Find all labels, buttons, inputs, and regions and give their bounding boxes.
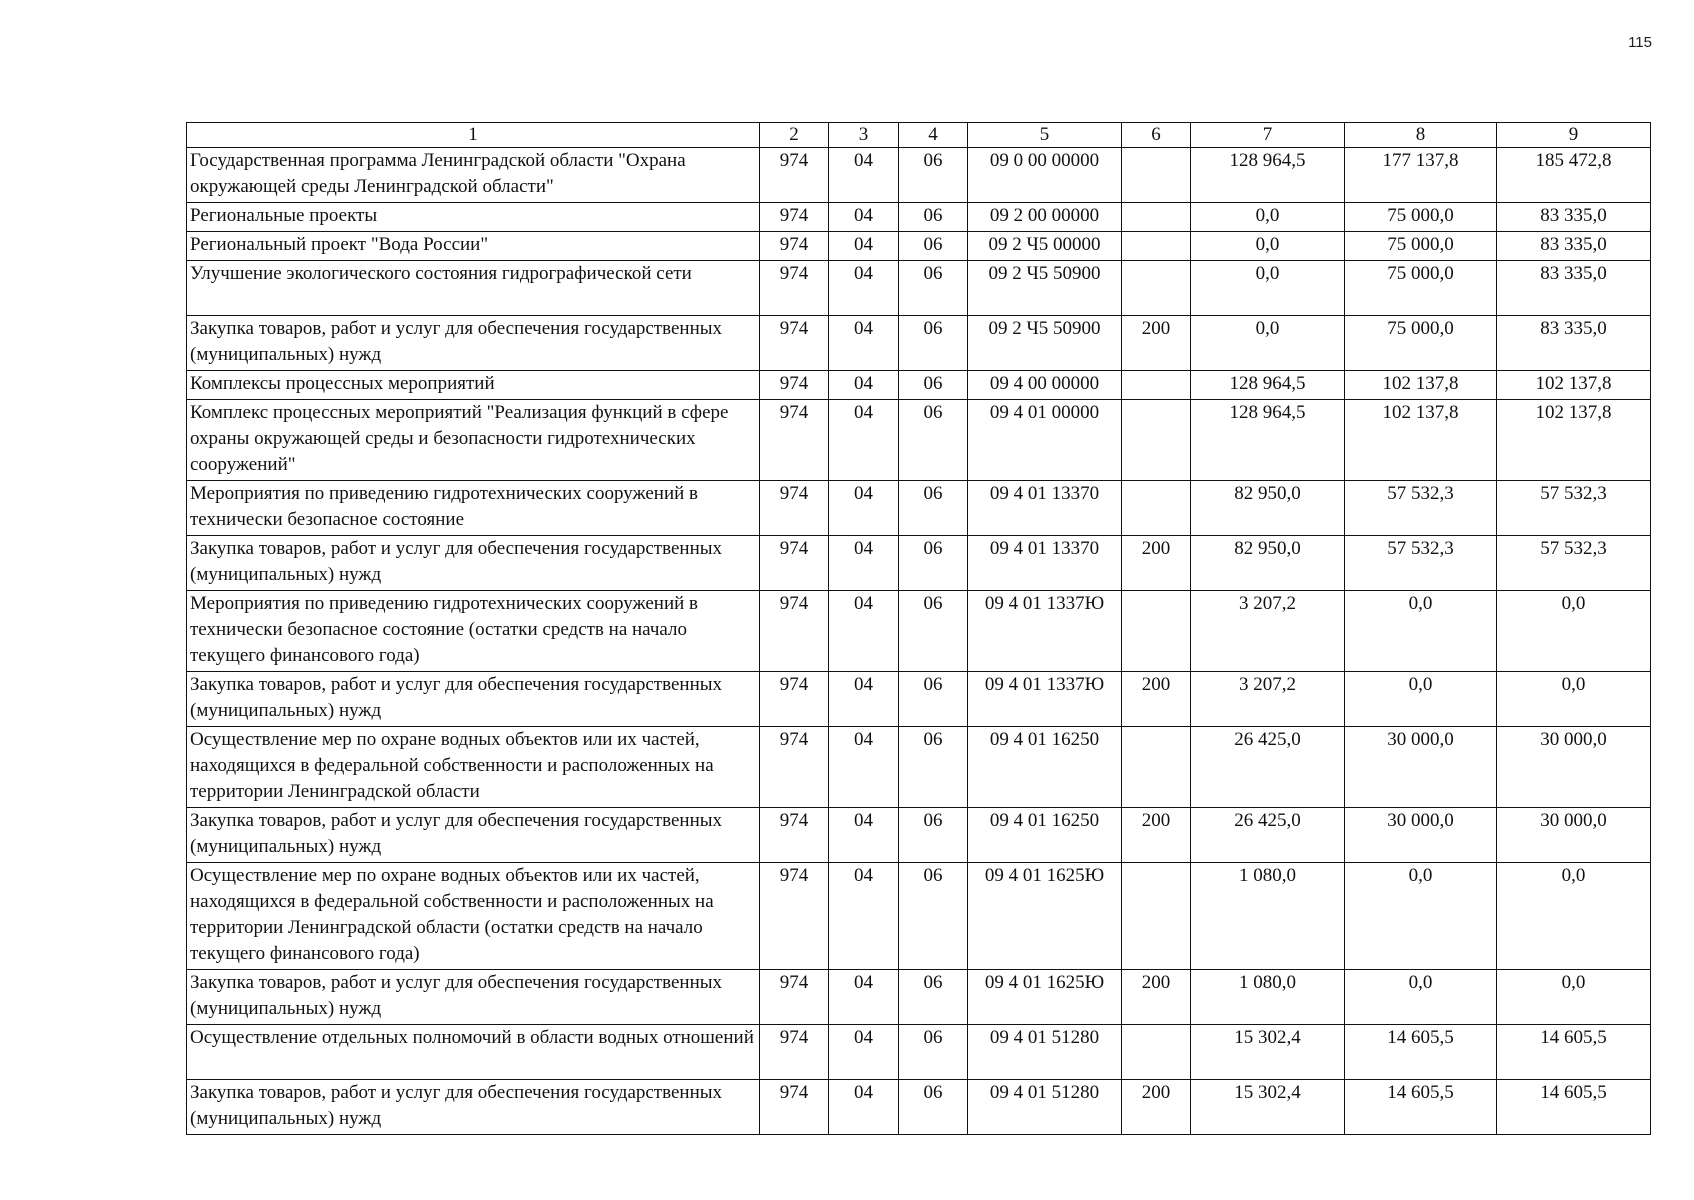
cell-expense-type: 200 <box>1122 672 1191 727</box>
cell-amount-col9: 30 000,0 <box>1497 808 1651 863</box>
cell-section: 04 <box>829 261 899 316</box>
cell-amount-col9: 0,0 <box>1497 970 1651 1025</box>
cell-target-article: 09 2 00 00000 <box>968 203 1122 232</box>
cell-name: Региональный проект "Вода России" <box>187 232 760 261</box>
cell-target-article: 09 4 01 13370 <box>968 536 1122 591</box>
cell-admin-code: 974 <box>760 808 829 863</box>
cell-amount-col9: 57 532,3 <box>1497 536 1651 591</box>
cell-subsection: 06 <box>899 148 968 203</box>
cell-amount-col7: 3 207,2 <box>1191 591 1345 672</box>
cell-target-article: 09 4 01 1625Ю <box>968 970 1122 1025</box>
cell-target-article: 09 4 01 13370 <box>968 481 1122 536</box>
table-row <box>187 203 1651 232</box>
cell-amount-col9: 0,0 <box>1497 591 1651 672</box>
cell-target-article: 09 4 01 51280 <box>968 1080 1122 1135</box>
cell-name: Закупка товаров, работ и услуг для обеспечения государственных (муниципальных) нужд <box>187 672 760 727</box>
header-row <box>187 123 1651 148</box>
table-row <box>187 232 1651 261</box>
cell-name: Закупка товаров, работ и услуг для обеспечения государственных (муниципальных) нужд <box>187 970 760 1025</box>
cell-target-article: 09 4 01 1625Ю <box>968 863 1122 970</box>
cell-amount-col7: 26 425,0 <box>1191 727 1345 808</box>
column-header-1: 1 <box>187 123 760 148</box>
cell-name: Региональные проекты <box>187 203 760 232</box>
cell-subsection: 06 <box>899 261 968 316</box>
cell-amount-col7: 82 950,0 <box>1191 481 1345 536</box>
table-row <box>187 371 1651 400</box>
cell-subsection: 06 <box>899 808 968 863</box>
cell-amount-col8: 102 137,8 <box>1345 371 1497 400</box>
cell-amount-col8: 30 000,0 <box>1345 808 1497 863</box>
cell-subsection: 06 <box>899 536 968 591</box>
cell-subsection: 06 <box>899 203 968 232</box>
cell-amount-col7: 3 207,2 <box>1191 672 1345 727</box>
cell-subsection: 06 <box>899 970 968 1025</box>
cell-admin-code: 974 <box>760 371 829 400</box>
cell-amount-col7: 1 080,0 <box>1191 970 1345 1025</box>
cell-amount-col8: 0,0 <box>1345 863 1497 970</box>
cell-section: 04 <box>829 727 899 808</box>
cell-amount-col9: 14 605,5 <box>1497 1025 1651 1080</box>
cell-admin-code: 974 <box>760 536 829 591</box>
cell-amount-col8: 75 000,0 <box>1345 203 1497 232</box>
cell-expense-type <box>1122 148 1191 203</box>
cell-amount-col7: 82 950,0 <box>1191 536 1345 591</box>
table-row <box>187 672 1651 727</box>
cell-admin-code: 974 <box>760 1080 829 1135</box>
cell-amount-col9: 83 335,0 <box>1497 232 1651 261</box>
cell-section: 04 <box>829 371 899 400</box>
cell-admin-code: 974 <box>760 591 829 672</box>
page-number: 115 <box>1628 34 1652 51</box>
cell-name: Государственная программа Ленинградской области "Охрана окружающей среды Ленинградской области" <box>187 148 760 203</box>
cell-admin-code: 974 <box>760 261 829 316</box>
cell-name: Закупка товаров, работ и услуг для обеспечения государственных (муниципальных) нужд <box>187 808 760 863</box>
cell-target-article: 09 4 01 00000 <box>968 400 1122 481</box>
column-header-4: 4 <box>899 123 968 148</box>
cell-section: 04 <box>829 400 899 481</box>
cell-amount-col8: 14 605,5 <box>1345 1025 1497 1080</box>
cell-section: 04 <box>829 808 899 863</box>
cell-amount-col9: 102 137,8 <box>1497 400 1651 481</box>
cell-expense-type <box>1122 232 1191 261</box>
cell-amount-col7: 0,0 <box>1191 232 1345 261</box>
cell-amount-col8: 75 000,0 <box>1345 316 1497 371</box>
cell-expense-type <box>1122 863 1191 970</box>
cell-target-article: 09 2 Ч5 50900 <box>968 261 1122 316</box>
cell-expense-type <box>1122 371 1191 400</box>
cell-name: Закупка товаров, работ и услуг для обеспечения государственных (муниципальных) нужд <box>187 316 760 371</box>
cell-section: 04 <box>829 316 899 371</box>
cell-target-article: 09 4 01 16250 <box>968 727 1122 808</box>
cell-amount-col9: 14 605,5 <box>1497 1080 1651 1135</box>
cell-expense-type <box>1122 591 1191 672</box>
cell-target-article: 09 4 01 51280 <box>968 1025 1122 1080</box>
cell-amount-col9: 57 532,3 <box>1497 481 1651 536</box>
cell-subsection: 06 <box>899 863 968 970</box>
cell-expense-type <box>1122 481 1191 536</box>
column-header-5: 5 <box>968 123 1122 148</box>
cell-subsection: 06 <box>899 1080 968 1135</box>
cell-name: Осуществление мер по охране водных объектов или их частей, находящихся в федеральной собственности и расположенных на территории Ленинградской области (остатки средств на начало текущего финансового года) <box>187 863 760 970</box>
cell-expense-type <box>1122 1025 1191 1080</box>
cell-amount-col9: 102 137,8 <box>1497 371 1651 400</box>
cell-amount-col8: 0,0 <box>1345 970 1497 1025</box>
column-header-9: 9 <box>1497 123 1651 148</box>
cell-section: 04 <box>829 203 899 232</box>
cell-subsection: 06 <box>899 481 968 536</box>
cell-amount-col7: 128 964,5 <box>1191 400 1345 481</box>
cell-section: 04 <box>829 481 899 536</box>
table-row <box>187 727 1651 808</box>
table-row <box>187 1080 1651 1135</box>
cell-amount-col8: 177 137,8 <box>1345 148 1497 203</box>
cell-admin-code: 974 <box>760 863 829 970</box>
cell-name: Закупка товаров, работ и услуг для обеспечения государственных (муниципальных) нужд <box>187 536 760 591</box>
cell-subsection: 06 <box>899 232 968 261</box>
cell-section: 04 <box>829 863 899 970</box>
cell-name: Улучшение экологического состояния гидрографической сети <box>187 261 760 316</box>
cell-subsection: 06 <box>899 371 968 400</box>
cell-target-article: 09 2 Ч5 00000 <box>968 232 1122 261</box>
cell-amount-col9: 0,0 <box>1497 863 1651 970</box>
cell-name: Мероприятия по приведению гидротехнических сооружений в технически безопасное состояние (остатки средств на начало текущего финансового года) <box>187 591 760 672</box>
cell-admin-code: 974 <box>760 232 829 261</box>
table-row <box>187 261 1651 316</box>
cell-name: Осуществление мер по охране водных объектов или их частей, находящихся в федеральной собственности и расположенных на территории Ленинградской области <box>187 727 760 808</box>
cell-amount-col8: 57 532,3 <box>1345 481 1497 536</box>
cell-amount-col7: 15 302,4 <box>1191 1080 1345 1135</box>
cell-target-article: 09 4 00 00000 <box>968 371 1122 400</box>
cell-amount-col7: 0,0 <box>1191 203 1345 232</box>
cell-amount-col8: 75 000,0 <box>1345 261 1497 316</box>
cell-expense-type: 200 <box>1122 536 1191 591</box>
cell-expense-type: 200 <box>1122 808 1191 863</box>
table-row <box>187 481 1651 536</box>
cell-amount-col7: 0,0 <box>1191 316 1345 371</box>
cell-amount-col8: 14 605,5 <box>1345 1080 1497 1135</box>
cell-name: Мероприятия по приведению гидротехнических сооружений в технически безопасное состояние <box>187 481 760 536</box>
cell-expense-type <box>1122 727 1191 808</box>
cell-amount-col7: 128 964,5 <box>1191 148 1345 203</box>
cell-expense-type <box>1122 400 1191 481</box>
cell-admin-code: 974 <box>760 481 829 536</box>
column-header-6: 6 <box>1122 123 1191 148</box>
cell-name: Осуществление отдельных полномочий в области водных отношений <box>187 1025 760 1080</box>
cell-amount-col8: 0,0 <box>1345 591 1497 672</box>
cell-name: Закупка товаров, работ и услуг для обеспечения государственных (муниципальных) нужд <box>187 1080 760 1135</box>
cell-amount-col7: 15 302,4 <box>1191 1025 1345 1080</box>
cell-amount-col8: 0,0 <box>1345 672 1497 727</box>
cell-section: 04 <box>829 672 899 727</box>
cell-target-article: 09 0 00 00000 <box>968 148 1122 203</box>
cell-section: 04 <box>829 591 899 672</box>
cell-admin-code: 974 <box>760 970 829 1025</box>
cell-amount-col9: 185 472,8 <box>1497 148 1651 203</box>
column-header-2: 2 <box>760 123 829 148</box>
cell-amount-col9: 83 335,0 <box>1497 203 1651 232</box>
cell-section: 04 <box>829 148 899 203</box>
cell-expense-type <box>1122 203 1191 232</box>
cell-amount-col9: 83 335,0 <box>1497 316 1651 371</box>
table-row <box>187 400 1651 481</box>
cell-amount-col8: 102 137,8 <box>1345 400 1497 481</box>
cell-admin-code: 974 <box>760 1025 829 1080</box>
cell-target-article: 09 4 01 16250 <box>968 808 1122 863</box>
table-row <box>187 536 1651 591</box>
cell-section: 04 <box>829 970 899 1025</box>
cell-target-article: 09 2 Ч5 50900 <box>968 316 1122 371</box>
cell-amount-col9: 83 335,0 <box>1497 261 1651 316</box>
cell-name: Комплексы процессных мероприятий <box>187 371 760 400</box>
cell-amount-col7: 128 964,5 <box>1191 371 1345 400</box>
cell-subsection: 06 <box>899 316 968 371</box>
cell-amount-col9: 30 000,0 <box>1497 727 1651 808</box>
cell-admin-code: 974 <box>760 316 829 371</box>
cell-section: 04 <box>829 1080 899 1135</box>
cell-subsection: 06 <box>899 727 968 808</box>
column-header-8: 8 <box>1345 123 1497 148</box>
table-row <box>187 591 1651 672</box>
cell-target-article: 09 4 01 1337Ю <box>968 672 1122 727</box>
cell-admin-code: 974 <box>760 400 829 481</box>
table-row <box>187 1025 1651 1080</box>
cell-amount-col7: 1 080,0 <box>1191 863 1345 970</box>
cell-expense-type: 200 <box>1122 970 1191 1025</box>
cell-amount-col8: 30 000,0 <box>1345 727 1497 808</box>
cell-section: 04 <box>829 1025 899 1080</box>
cell-admin-code: 974 <box>760 727 829 808</box>
column-header-3: 3 <box>829 123 899 148</box>
cell-expense-type: 200 <box>1122 1080 1191 1135</box>
cell-target-article: 09 4 01 1337Ю <box>968 591 1122 672</box>
table-row <box>187 148 1651 203</box>
cell-admin-code: 974 <box>760 148 829 203</box>
table-body <box>187 123 1651 1135</box>
cell-subsection: 06 <box>899 400 968 481</box>
cell-subsection: 06 <box>899 591 968 672</box>
cell-admin-code: 974 <box>760 672 829 727</box>
cell-expense-type: 200 <box>1122 316 1191 371</box>
cell-amount-col8: 75 000,0 <box>1345 232 1497 261</box>
cell-amount-col8: 57 532,3 <box>1345 536 1497 591</box>
cell-amount-col7: 26 425,0 <box>1191 808 1345 863</box>
table-row <box>187 863 1651 970</box>
cell-section: 04 <box>829 536 899 591</box>
column-header-7: 7 <box>1191 123 1345 148</box>
cell-expense-type <box>1122 261 1191 316</box>
table-row <box>187 316 1651 371</box>
cell-admin-code: 974 <box>760 203 829 232</box>
cell-section: 04 <box>829 232 899 261</box>
cell-amount-col7: 0,0 <box>1191 261 1345 316</box>
budget-table <box>186 122 1651 1135</box>
table-row <box>187 808 1651 863</box>
cell-subsection: 06 <box>899 672 968 727</box>
cell-subsection: 06 <box>899 1025 968 1080</box>
cell-name: Комплекс процессных мероприятий "Реализация функций в сфере охраны окружающей среды и безопасности гидротехнических сооружений" <box>187 400 760 481</box>
table-row <box>187 970 1651 1025</box>
cell-amount-col9: 0,0 <box>1497 672 1651 727</box>
